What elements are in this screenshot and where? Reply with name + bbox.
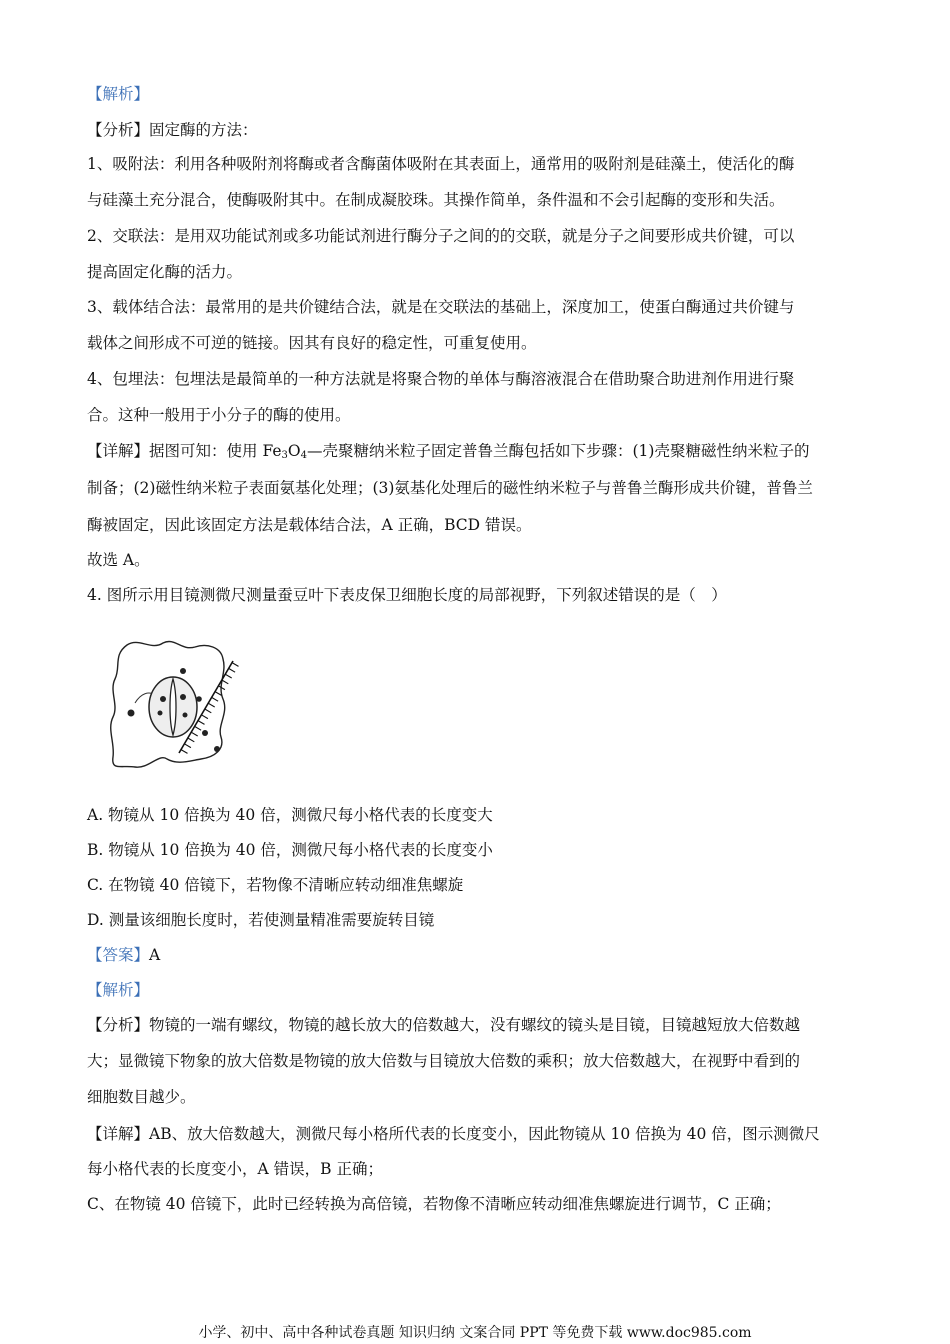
line-14: 故选 A。	[87, 551, 150, 569]
chloroplast-dot	[160, 696, 166, 702]
line-5: 2、交联法：是用双功能试剂或多功能试剂进行酶分子之间的的交联，就是分子之间要形成共价键，可以	[87, 227, 795, 245]
question-4: 4. 图所示用目镜测微尺测量蚕豆叶下表皮保卫细胞长度的局部视野，下列叙述错误的是（ ）	[87, 586, 727, 604]
xiangjie-tag: 【详解】	[87, 442, 150, 460]
chloroplast-dot	[180, 694, 186, 700]
nucleus-dot	[196, 696, 202, 702]
line-11	[87, 439, 809, 461]
l11-sub2: 4	[300, 450, 307, 461]
line-13: 酶被固定，因此该固定方法是载体结合法，A 正确，BCD 错误。	[87, 516, 532, 534]
nucleus-dot	[214, 746, 220, 752]
line-6: 提高固定化酶的活力。	[87, 263, 243, 281]
fenxi-tag: 【分析】	[87, 121, 150, 139]
option-d: D. 测量该细胞长度时，若使测量精准需要旋转目镜	[87, 911, 435, 929]
line-fenxi-2	[87, 1013, 800, 1035]
fenxi-text-2: 物镜的一端有螺纹，物镜的越长放大的倍数越大，没有螺纹的镜头是目镜，目镜越短放大倍数越	[149, 1016, 801, 1034]
line-23: 细胞数目越少。	[87, 1088, 196, 1106]
l11-b: O	[287, 442, 301, 460]
xiangjie-tag-2: 【详解】	[87, 1125, 150, 1143]
guard-cell-figure	[105, 633, 250, 775]
answer-tag: 【答案】	[87, 946, 150, 964]
stomatal-pore	[170, 679, 176, 735]
chloroplast-dot	[158, 711, 163, 716]
answer-value: A	[149, 946, 161, 964]
line-22: 大；显微镜下物象的放大倍数是物镜的放大倍数与目镜放大倍数的乘积；放大倍数越大，在视野中看到的	[87, 1052, 801, 1070]
line-12: 制备；(2)磁性纳米粒子表面氨基化处理；(3)氨基化处理后的磁性纳米粒子与普鲁兰酶形成共价键，普鲁兰	[87, 479, 813, 497]
line-9: 4、包埋法：包埋法是最简单的一种方法就是将聚合物的单体与酶溶液混合在借助聚合助进剂作用进行聚	[87, 370, 795, 388]
nucleus-dot	[202, 730, 208, 736]
line-8: 载体之间形成不可逆的链接。因其有良好的稳定性，可重复使用。	[87, 334, 537, 352]
xiangjie-text-2: AB、放大倍数越大，测微尺每小格所代表的长度变小，因此物镜从 10 倍换为 40 倍，图示测微尺	[149, 1125, 820, 1143]
option-b: B. 物镜从 10 倍换为 40 倍，测微尺每小格代表的长度变小	[87, 841, 493, 859]
line-4: 与硅藻土充分混合，使酶吸附其中。在制成凝胶珠。其操作简单，条件温和不会引起酶的变形和失活。	[87, 191, 785, 209]
line-26: C、在物镜 40 倍镜下，此时已经转换为高倍镜，若物像不清晰应转动细准焦螺旋进行调节，C 正确；	[87, 1195, 781, 1213]
line-24	[87, 1122, 820, 1144]
l11-a: 据图可知：使用 Fe	[149, 442, 282, 460]
option-c: C. 在物镜 40 倍镜下，若物像不清晰应转动细准焦螺旋	[87, 876, 464, 894]
nucleus-dot	[128, 710, 135, 717]
chloroplast-dot	[183, 713, 188, 718]
page-footer: 小学、初中、高中各种试卷真题 知识归纳 文案合同 PPT 等免费下载 www.doc985.com	[198, 1325, 752, 1341]
line-jiexi-1: 【解析】	[87, 85, 150, 103]
answer-line	[87, 943, 160, 965]
fenxi-text: 固定酶的方法：	[149, 121, 258, 139]
l11-sub1: 3	[281, 450, 288, 461]
line-jiexi-2: 【解析】	[87, 981, 150, 999]
l11-c: —壳聚糖纳米粒子固定普鲁兰酶包括如下步骤：(1)壳聚糖磁性纳米粒子的	[307, 442, 810, 460]
fenxi-tag-2: 【分析】	[87, 1016, 150, 1034]
line-25: 每小格代表的长度变小，A 错误，B 正确；	[87, 1160, 383, 1178]
line-10: 合。这种一般用于小分子的酶的使用。	[87, 406, 351, 424]
nucleus-dot	[180, 668, 186, 674]
option-a: A. 物镜从 10 倍换为 40 倍，测微尺每小格代表的长度变大	[87, 806, 493, 824]
line-7: 3、载体结合法：最常用的是共价键结合法，就是在交联法的基础上，深度加工，使蛋白酶通过共价键与	[87, 298, 795, 316]
line-3: 1、吸附法：利用各种吸附剂将酶或者含酶菌体吸附在其表面上，通常用的吸附剂是硅藻土，使活化的酶	[87, 155, 795, 173]
line-fenxi-1	[87, 118, 258, 140]
